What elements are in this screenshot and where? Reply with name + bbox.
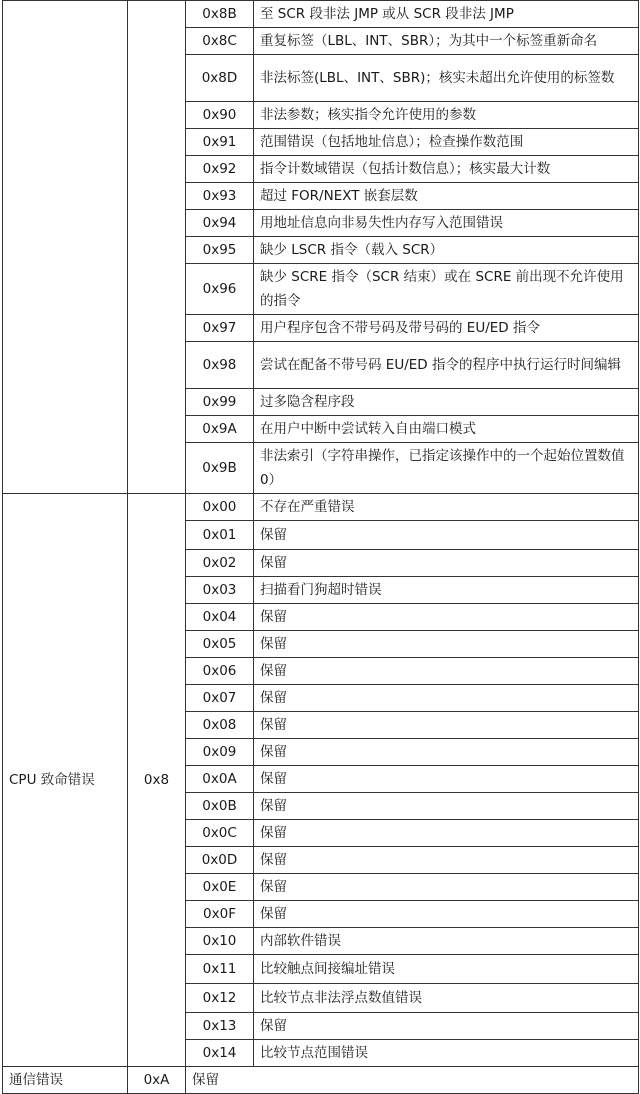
error-subcode-cell: 0x02: [186, 550, 254, 577]
error-description-cell: 保留: [254, 874, 639, 901]
error-description-cell: 指令计数域错误（包括计数信息）；核实最大计数: [254, 156, 639, 183]
error-subcode-cell: 0x92: [186, 156, 254, 183]
error-category-cell: [3, 1, 128, 494]
error-description-cell: 内部软件错误: [254, 928, 639, 955]
error-description-cell: 比较节点非法浮点数值错误: [254, 984, 639, 1013]
error-subcode-cell: 0x0C: [186, 820, 254, 847]
error-description-cell: 至 SCR 段非法 JMP 或从 SCR 段非法 JMP: [254, 1, 639, 28]
error-description-cell: 保留: [254, 847, 639, 874]
error-subcode-cell: 0x91: [186, 129, 254, 156]
error-description-cell: 保留: [254, 604, 639, 631]
error-description-cell: 不存在严重错误: [254, 494, 639, 521]
error-code-table: [2, 0, 639, 1094]
error-subcode-cell: 0x12: [186, 984, 254, 1013]
error-subcode-cell: 0x11: [186, 955, 254, 984]
error-description-cell: 超过 FOR/NEXT 嵌套层数: [254, 183, 639, 210]
error-subcode-cell: 0x93: [186, 183, 254, 210]
error-subcode-cell: 0x96: [186, 264, 254, 315]
error-description-cell: 非法参数；核实指令允许使用的参数: [254, 102, 639, 129]
error-category-cell: CPU 致命错误: [3, 494, 128, 1067]
error-description-cell: 缺少 LSCR 指令（载入 SCR）: [254, 237, 639, 264]
error-subcode-cell: 0x9A: [186, 416, 254, 443]
error-subcode-cell: 0x09: [186, 739, 254, 766]
error-subcode-cell: 0x05: [186, 631, 254, 658]
error-table-body: [3, 1, 639, 1094]
error-description-cell: 比较触点间接编址错误: [254, 955, 639, 984]
error-description-cell: 缺少 SCRE 指令（SCR 结束）或在 SCRE 前出现不允许使用的指令: [254, 264, 639, 315]
error-code-cell: 0xA: [128, 1067, 186, 1094]
error-description-cell: 保留: [186, 1067, 639, 1094]
error-subcode-cell: 0x00: [186, 494, 254, 521]
error-subcode-cell: 0x13: [186, 1013, 254, 1040]
error-subcode-cell: 0x03: [186, 577, 254, 604]
error-subcode-cell: 0x07: [186, 685, 254, 712]
error-description-cell: 保留: [254, 820, 639, 847]
error-description-cell: 非法标签(LBL、INT、SBR)；核实未超出允许使用的标签数: [254, 55, 639, 102]
error-description-cell: 用地址信息向非易失性内存写入范围错误: [254, 210, 639, 237]
table-row: [3, 494, 639, 521]
error-subcode-cell: 0x8B: [186, 1, 254, 28]
error-description-cell: 非法索引（字符串操作，已指定该操作中的一个起始位置数值0）: [254, 443, 639, 494]
error-subcode-cell: 0x10: [186, 928, 254, 955]
error-description-cell: 保留: [254, 631, 639, 658]
error-subcode-cell: 0x0F: [186, 901, 254, 928]
error-description-cell: 保留: [254, 1013, 639, 1040]
error-description-cell: 保留: [254, 712, 639, 739]
error-code-cell: [128, 1, 186, 494]
error-subcode-cell: 0x98: [186, 342, 254, 389]
error-subcode-cell: 0x01: [186, 521, 254, 550]
error-subcode-cell: 0x0A: [186, 766, 254, 793]
error-subcode-cell: 0x14: [186, 1040, 254, 1067]
error-subcode-cell: 0x0D: [186, 847, 254, 874]
error-description-cell: 保留: [254, 521, 639, 550]
error-subcode-cell: 0x08: [186, 712, 254, 739]
table-row: [3, 1, 639, 28]
error-description-cell: 保留: [254, 658, 639, 685]
error-description-cell: 保留: [254, 901, 639, 928]
error-description-cell: 比较节点范围错误: [254, 1040, 639, 1067]
table-row: [3, 1067, 639, 1094]
error-description-cell: 保留: [254, 793, 639, 820]
error-subcode-cell: 0x94: [186, 210, 254, 237]
error-description-cell: 扫描看门狗超时错误: [254, 577, 639, 604]
error-category-cell: 通信错误: [3, 1067, 128, 1094]
error-description-cell: 保留: [254, 550, 639, 577]
error-subcode-cell: 0x06: [186, 658, 254, 685]
error-subcode-cell: 0x90: [186, 102, 254, 129]
error-subcode-cell: 0x97: [186, 315, 254, 342]
error-description-cell: 在用户中断中尝试转入自由端口模式: [254, 416, 639, 443]
error-subcode-cell: 0x0B: [186, 793, 254, 820]
error-subcode-cell: 0x95: [186, 237, 254, 264]
error-description-cell: 尝试在配备不带号码 EU/ED 指令的程序中执行运行时间编辑: [254, 342, 639, 389]
error-subcode-cell: 0x9B: [186, 443, 254, 494]
error-subcode-cell: 0x8C: [186, 28, 254, 55]
error-subcode-cell: 0x8D: [186, 55, 254, 102]
error-description-cell: 重复标签（LBL、INT、SBR）；为其中一个标签重新命名: [254, 28, 639, 55]
error-description-cell: 保留: [254, 766, 639, 793]
error-description-cell: 保留: [254, 685, 639, 712]
error-description-cell: 范围错误（包括地址信息）；检查操作数范围: [254, 129, 639, 156]
error-description-cell: 保留: [254, 739, 639, 766]
error-subcode-cell: 0x99: [186, 389, 254, 416]
error-subcode-cell: 0x04: [186, 604, 254, 631]
error-description-cell: 过多隐含程序段: [254, 389, 639, 416]
error-code-cell: 0x8: [128, 494, 186, 1067]
error-subcode-cell: 0x0E: [186, 874, 254, 901]
error-description-cell: 用户程序包含不带号码及带号码的 EU/ED 指令: [254, 315, 639, 342]
